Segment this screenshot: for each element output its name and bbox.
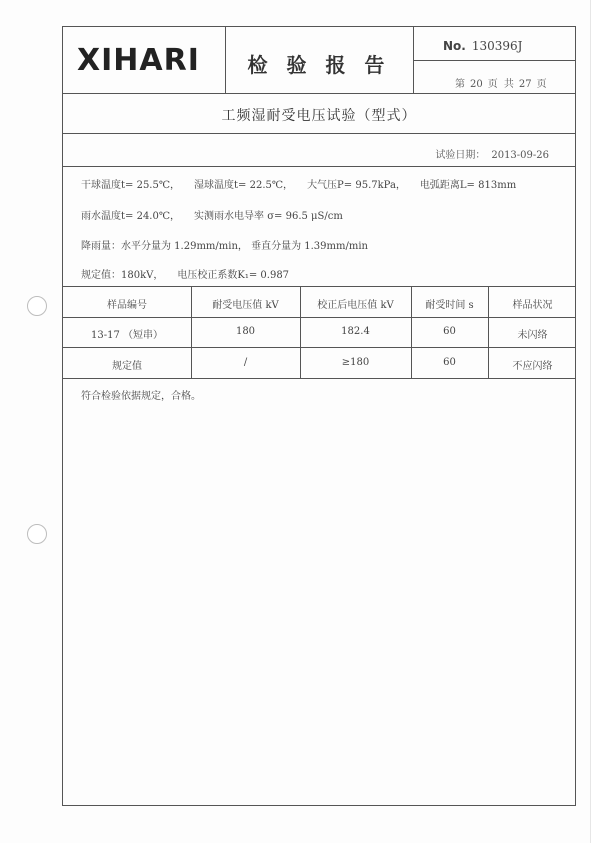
test-title: 工频湿耐受电压试验（型式） — [221, 108, 417, 124]
test-date — [429, 146, 549, 161]
page-suffix: 页 — [536, 79, 547, 90]
table-header-withstand-voltage: 耐受电压值 kV — [212, 300, 279, 311]
rain-conductivity: 实测雨水电导率 σ= 96.5 μS/cm — [194, 211, 343, 222]
divider — [63, 166, 575, 167]
table-cell-spec-corrected: ≥180 — [341, 357, 370, 368]
divider — [413, 60, 575, 61]
conditions-line-2 — [81, 207, 357, 222]
page-prefix: 第 — [455, 79, 465, 90]
punch-hole — [27, 296, 47, 316]
specified-value: 规定值：180kV， — [81, 270, 164, 281]
rain-water-temp: 雨水温度t= 24.0℃， — [81, 211, 181, 222]
table-header-sample-id: 样品编号 — [107, 300, 147, 311]
page-info — [455, 75, 552, 90]
table-cell-duration: 60 — [443, 326, 456, 337]
divider — [63, 317, 575, 318]
table-cell-spec-label: 规定值 — [112, 361, 142, 372]
rainfall-rate: 降雨量：水平分量为 1.29mm/min， 垂直分量为 1.39mm/min — [81, 241, 368, 252]
table-cell-sample-id: 13-17 （短串） — [90, 330, 163, 341]
dry-bulb-temp: 干球温度t= 25.5℃， — [81, 180, 181, 191]
divider — [63, 286, 575, 287]
conditions-line-3 — [81, 237, 382, 252]
divider — [63, 347, 575, 348]
company-logo: XIHARI — [77, 43, 200, 78]
page-middle: 页 共 — [487, 79, 514, 90]
table-cell-spec-duration: 60 — [443, 357, 456, 368]
table-cell-withstand-voltage: 180 — [235, 326, 256, 337]
conditions-line-1 — [81, 176, 530, 191]
punch-hole — [27, 524, 47, 544]
wet-bulb-temp: 湿球温度t= 22.5℃， — [194, 180, 294, 191]
table-cell-sample-status: 未闪络 — [517, 330, 548, 341]
page-current: 20 — [470, 79, 483, 90]
document-number-label: No. — [443, 39, 466, 53]
conclusion-text: 符合检验依据规定，合格。 — [81, 391, 201, 402]
table-cell-corrected-voltage: 182.4 — [341, 326, 370, 337]
document-title: 检 验 报 告 — [247, 53, 391, 77]
test-date-label: 试验日期： — [435, 150, 486, 161]
document-number — [443, 39, 522, 53]
atmospheric-pressure: 大气压P= 95.7kPa， — [307, 180, 406, 191]
conditions-line-4 — [81, 266, 303, 281]
voltage-correction-factor: 电压校正系数K₁= 0.987 — [177, 270, 290, 281]
arc-distance: 电弧距离L= 813mm — [419, 180, 517, 191]
table-cell-spec-voltage: / — [243, 357, 248, 368]
table-header-corrected-voltage: 校正后电压值 kV — [317, 300, 394, 311]
table-cell-spec-status: 不应闪络 — [512, 361, 553, 372]
table-header-sample-status: 样品状况 — [512, 300, 553, 311]
divider — [63, 133, 575, 134]
table-header-duration: 耐受时间 s — [425, 300, 474, 311]
divider — [63, 93, 575, 94]
document-number-value: 130396J — [471, 39, 523, 53]
report-frame — [62, 26, 576, 806]
test-date-value: 2013-09-26 — [491, 150, 549, 161]
divider — [63, 378, 575, 379]
page-total: 27 — [518, 79, 532, 90]
